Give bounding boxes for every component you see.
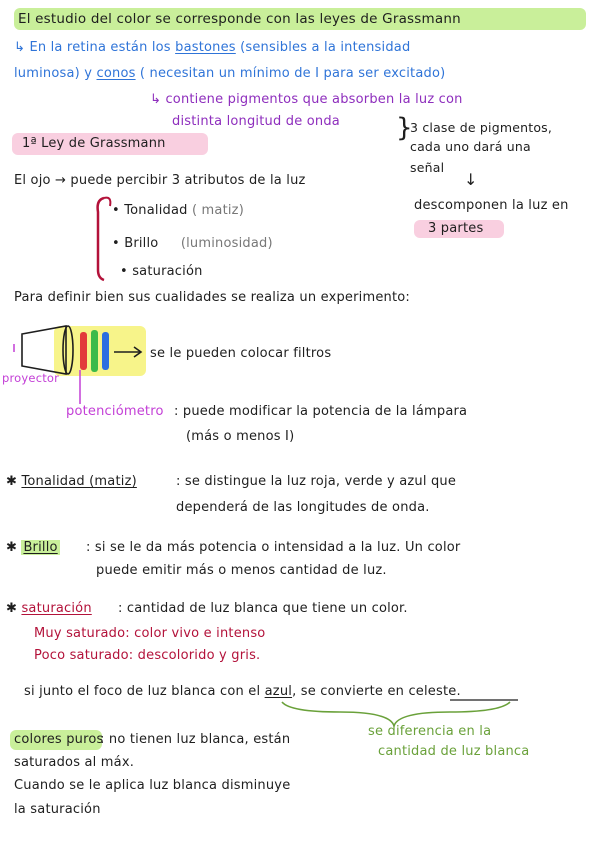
retina-text-2b: ( necesitan un mínimo de I para ser excitado) [135,66,446,81]
descompone-line-1: descomponen la luz en [414,198,569,213]
attr-tonalidad-note: ( matiz) [191,203,244,218]
attr-tonalidad-item [112,203,244,219]
side-note-line-2: cada uno dará una [410,139,531,154]
experiment-line: Para definir bien sus cualidades se realiza un experimento: [14,290,411,305]
attributes-bracket-hook [104,198,110,206]
retina-bastones: bastones [175,40,236,55]
foco-line [24,684,461,700]
tonalidad-def-row [6,474,137,490]
diferencia-line-1: se diferencia en la [368,724,492,739]
puros-4: la saturación [14,802,101,817]
potenciometro-desc-1: : puede modificar la potencia de la lámpara [174,404,468,419]
star-icon: ✱ [6,474,22,489]
side-note-line-3: señal [410,160,445,175]
diferencia-line-2: cantidad de luz blanca [378,744,530,759]
attr-saturacion-item [120,264,203,280]
foco-text-pre: si junto el foco de luz blanca con el [24,684,265,699]
brillo-def-1: : si se le da más potencia o intensidad a la luz. Un color [86,540,461,555]
law-heading: 1ª Ley de Grassmann [22,136,166,151]
attr-tonalidad: Tonalidad [124,203,188,218]
tonalidad-def-2: dependerá de las longitudes de onda. [176,500,430,515]
pigment-line-2: distinta longitud de onda [172,114,340,129]
brillo-def-2: puede emitir más o menos cantidad de luz. [96,563,387,578]
side-note-brace: } [396,113,413,143]
page-title: El estudio del color se corresponde con las leyes de Grassmann [18,11,461,27]
puros-1: : no tienen luz blanca, están [100,732,291,747]
filter-blue [102,332,109,370]
brillo-def-row [6,540,60,556]
diferencia-brace [282,702,510,726]
bullet-icon: • [120,264,133,279]
projector-lens [63,326,73,374]
foco-text-mid: , se convierte en [292,684,409,699]
ojo-line: El ojo → puede percibir 3 atributos de la luz [14,173,306,188]
attr-brillo-note: (luminosidad) [180,236,273,251]
retina-arrow-icon: ↳ [14,40,30,55]
tonalidad-def-label: Tonalidad (matiz) [21,474,137,489]
attr-brillo-item [112,236,273,252]
foco-text-end: . [456,684,461,699]
potenciometro-label: potenciómetro [66,404,164,419]
side-note-line-1: 3 clase de pigmentos, [410,120,553,135]
foco-celeste: celeste [408,684,457,699]
saturacion-def-1: : cantidad de luz blanca que tiene un color. [118,601,408,616]
puros-3: Cuando se le aplica luz blanca disminuye [14,778,291,793]
retina-conos: conos [96,66,136,81]
star-icon: ✱ [6,601,22,616]
proyector-label: proyector [2,371,60,385]
bullet-icon: • [112,203,125,218]
muy-saturado: Muy saturado: color vivo e intenso [34,626,266,641]
poco-saturado: Poco saturado: descolorido y gris. [34,648,261,663]
retina-text-1b: (sensibles a la intensidad [235,40,411,55]
filter-red [80,332,87,370]
pigment-text-1: contiene pigmentos que absorben la luz con [165,92,463,107]
retina-text-2: luminosa) y [14,66,97,81]
projector-body [22,326,66,374]
side-note-arrow-icon: ↓ [464,170,478,189]
bullet-icon: • [112,236,125,251]
puros-2: saturados al máx. [14,755,135,770]
attr-saturacion: saturación [132,264,203,279]
filter-green [91,330,98,372]
star-icon: ✱ [6,540,22,555]
foco-azul: azul [264,684,293,699]
saturacion-def-row [6,601,92,617]
saturacion-def-label: saturación [21,601,92,616]
pigment-arrow-icon: ↳ [150,92,166,107]
attr-brillo: Brillo [124,236,159,251]
potenciometro-desc-2: (más o menos I) [186,429,295,444]
filters-note: se le pueden colocar filtros [150,346,332,361]
retina-text-1: En la retina están los [29,40,176,55]
puros-label: colores puros [14,732,104,747]
attributes-bracket [98,198,104,280]
descompone-line-2: 3 partes [428,221,484,236]
brillo-def-label: Brillo [23,540,58,555]
tonalidad-def-1: : se distingue la luz roja, verde y azul que [176,474,457,489]
